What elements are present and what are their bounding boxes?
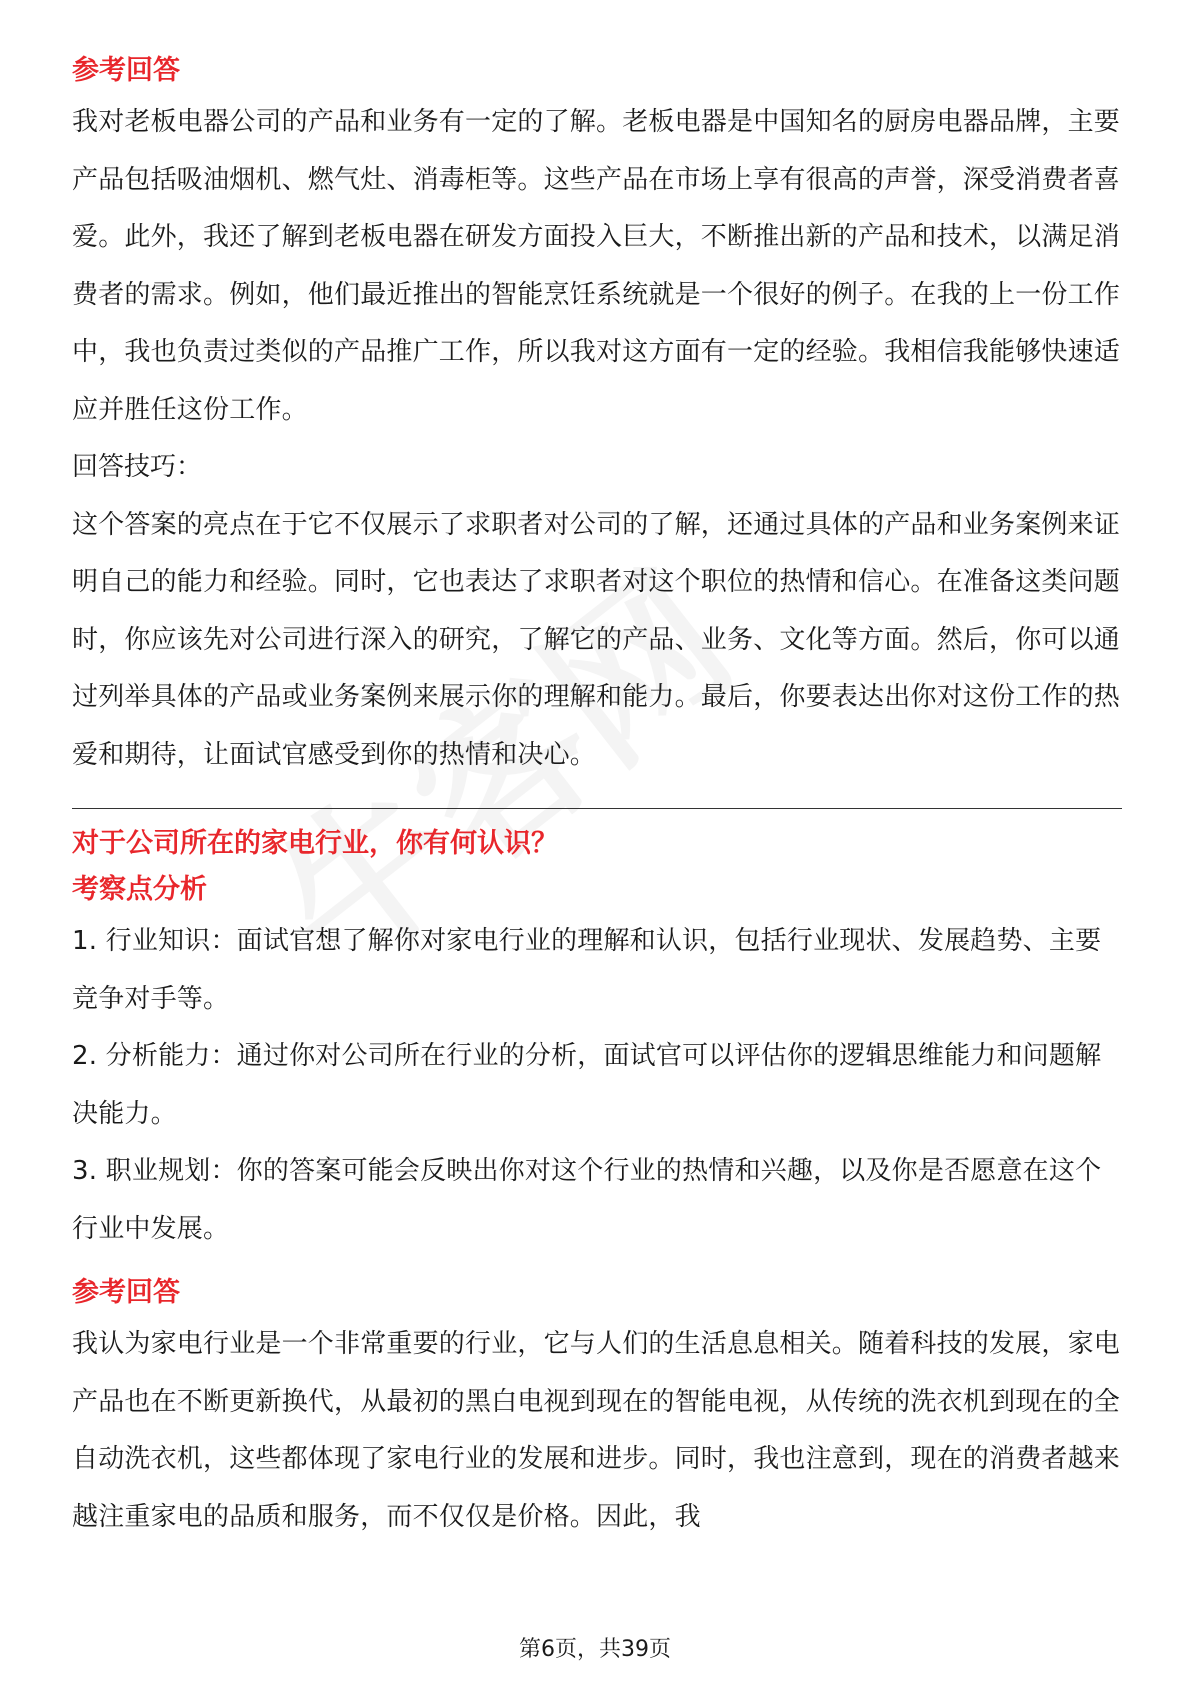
tips-label: 回答技巧：: [72, 452, 203, 482]
answer-text-2: 我认为家电行业是一个非常重要的行业，它与人们的生活息息相关。随着科技的发展，家电产品也在不断更新换代，从最初的黑白电视到现在的智能电视，从传统的洗衣机到现在的全自动洗衣机，这些都体现了家电行业的发展和进步。同时，我也注意到，现在的消费者越来越注重家电的品质和服务，而不仅仅是价格。因此，我: [72, 1329, 1121, 1532]
page-content: [72, 48, 1122, 1546]
answer-text-1: 我对老板电器公司的产品和业务有一定的了解。老板电器是中国知名的厨房电器品牌，主要产品包括吸油烟机、燃气灶、消毒柜等。这些产品在市场上享有很高的声誉，深受消费者喜爱。此外，我还了解到老板电器在研发方面投入巨大，不断推出新的产品和技术，以满足消费者的需求。例如，他们最近推出的智能烹饪系统就是一个很好的例子。在我的上一份工作中，我也负责过类似的产品推广工作，所以我对这方面有一定的经验。我相信我能够快速适应并胜任这份工作。: [72, 107, 1121, 425]
analysis-point-2: 2. 分析能力：通过你对公司所在行业的分析，面试官可以评估你的逻辑思维能力和问题解决能力。: [72, 1041, 1102, 1129]
answer-heading-1: 参考回答: [72, 55, 180, 86]
analysis-point-3: 3. 职业规划：你的答案可能会反映出你对这个行业的热情和兴趣，以及你是否愿意在这个行业中发展。: [72, 1156, 1102, 1244]
spacer: [72, 1258, 1122, 1270]
answer-heading-2: 参考回答: [72, 1277, 180, 1308]
tips-text: 这个答案的亮点在于它不仅展示了求职者对公司的了解，还通过具体的产品和业务案例来证明自己的能力和经验。同时，它也表达了求职者对这个职位的热情和信心。在准备这类问题时，你应该先对公司进行深入的研究，了解它的产品、业务、文化等方面。然后，你可以通过列举具体的产品或业务案例来展示你的理解和能力。最后，你要表达出你对这份工作的热爱和期待，让面试官感受到你的热情和决心。: [72, 509, 1121, 770]
page-number: 第6页，共39页: [519, 1637, 671, 1662]
section-divider: [72, 808, 1122, 809]
analysis-point-1: 1. 行业知识：面试官想了解你对家电行业的理解和认识，包括行业现状、发展趋势、主要竞争对手等。: [72, 926, 1102, 1014]
question-title: 对于公司所在的家电行业，你有何认识？: [72, 828, 558, 859]
analysis-heading: 考察点分析: [72, 874, 207, 905]
